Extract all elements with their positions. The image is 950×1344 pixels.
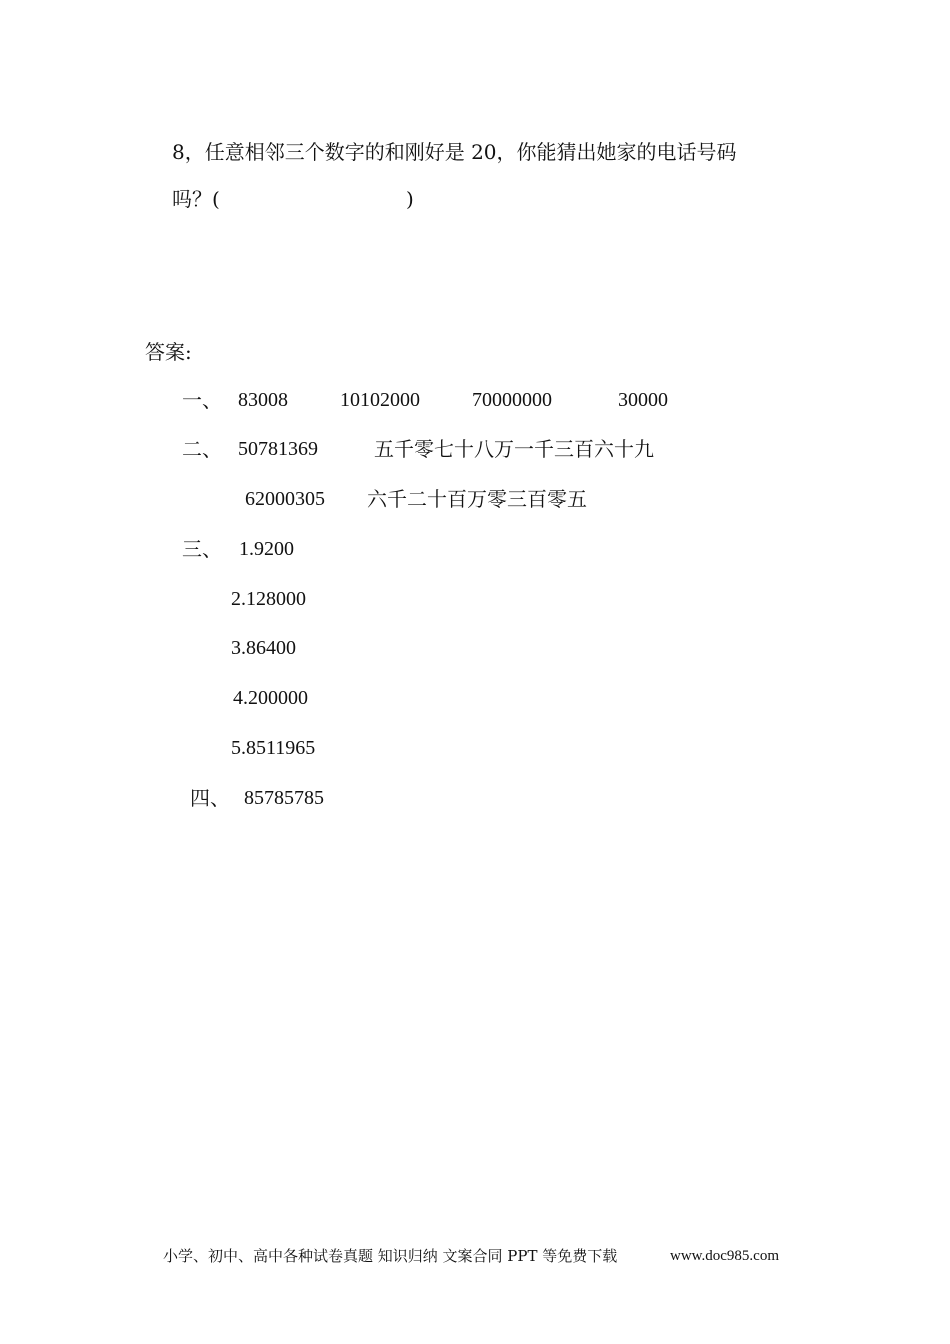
section-1-value: 30000: [618, 389, 668, 411]
section-1-label: 一、: [182, 388, 222, 412]
footer-url[interactable]: www.doc985.com: [670, 1248, 780, 1264]
section-2-label: 二、: [182, 437, 222, 461]
question-line-2: 吗？(: [172, 187, 220, 211]
section-3-label: 三、: [182, 537, 222, 561]
section-2-number: 50781369: [238, 438, 318, 460]
section-1-value: 83008: [238, 389, 288, 411]
section-2-words: 六千二十百万零三百零五: [367, 487, 587, 511]
section-4-label: 四、: [190, 786, 230, 810]
section-3-item: 4.200000: [233, 687, 308, 709]
section-2-number: 62000305: [245, 488, 325, 510]
question-line-2-close: ): [406, 187, 414, 211]
footer-text: 小学、初中、高中各种试卷真题 知识归纳 文案合同 PPT 等免费下载: [163, 1247, 618, 1265]
section-3-item: 5.8511965: [231, 737, 316, 759]
section-3-item: 2.128000: [231, 588, 306, 610]
section-3-item: 3.86400: [231, 637, 296, 659]
section-3-item: 1.9200: [239, 538, 294, 560]
section-1-value: 70000000: [472, 389, 552, 411]
section-4-value: 85785785: [244, 787, 324, 809]
section-2-words: 五千零七十八万一千三百六十九: [374, 437, 654, 461]
section-1-value: 10102000: [340, 389, 420, 411]
question-line-1: 8，任意相邻三个数字的和刚好是 20，你能猜出她家的电话号码: [172, 140, 737, 164]
answers-heading: 答案:: [145, 340, 192, 364]
